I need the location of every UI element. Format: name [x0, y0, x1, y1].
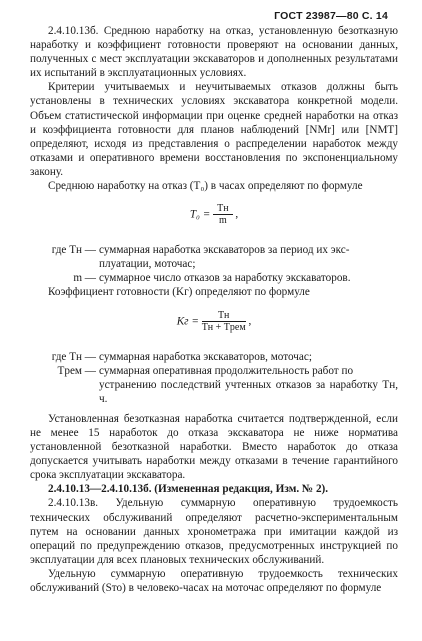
paragraph-7: 2.4.10.13в. Удельную суммарную оперативную трудоемкость технических обслуживаний определяют расчетно-экспериментальным путем на основании данных хронометража при имитации каждой из операций по предупреждению отказов, предусмотренных инструкцией по эксплуатации для всех плановых технических обслуживаний.: [30, 497, 398, 566]
formula-availability-lhs: Kг =: [176, 314, 199, 327]
formula-mtbf-denominator: m: [218, 215, 227, 227]
paragraph-5: Установленная безотказная наработка считается подтвержденной, если не менее 15 наработок до отказа экскаватора не ниже норматива установленной безотказной наработки. Вместо наработок до отказа допускается учитывать наработки между отказами в течение гарантийного срока эксплуатации экскаватора.: [30, 412, 398, 482]
where2-val-3: устранению последствий учтенных отказов за наработку Tн, ч.: [99, 378, 398, 405]
page-header: ГОСТ 23987—80 С. 14: [274, 10, 388, 22]
formula-mtbf: [30, 203, 398, 233]
where1-key-3: m —: [73, 272, 96, 285]
where2-row-1: [30, 350, 398, 364]
formula-mtbf-lhs: T₀ =: [189, 208, 211, 221]
paragraph-8: Удельную суммарную оперативную трудоемкость технических обслуживаний (Sто) в человеко-часах на моточас определяют по формуле: [30, 567, 398, 594]
paragraph-3: Среднюю наработку на отказ (T₀) в часах определяют по формуле: [48, 180, 363, 193]
where1-val-1: суммарная наработка экскаваторов за период их экс-: [99, 244, 350, 257]
paragraph-2: Критерии учитываемых и неучитываемых отказов должны быть установлены в технических условиях экскаватора конкретной модели. Объем статистической информации при оценке средней наработки на отказ и коэффициента готовности для планов наблюдений [NMr] или [NMT] определяют, исходя из представления о распределении наработок между отказами и оперативного времени восстановления по экспоненциальному закону.: [30, 81, 398, 178]
where2-key-2: Tрем —: [57, 364, 96, 377]
where1-key-1: где Tн —: [51, 244, 96, 257]
formula-availability-tail: ,: [248, 314, 252, 327]
where2-row-3: [30, 378, 398, 406]
where1-val-3: суммарное число отказов за наработку экскаваторов.: [99, 272, 351, 285]
paragraph-1: 2.4.10.13б. Среднюю наработку на отказ, установленную безотказную наработку и коэффициент готовности проверяют на основании данных, полученных с мест эксплуатации экскаваторов и дополненных результатами их испытаний в эксплуатационных условиях.: [30, 25, 398, 80]
where1-val-2: плуатации, моточас;: [99, 258, 196, 271]
formula-availability-denominator: Tн + Tрем: [201, 321, 246, 333]
formula-mtbf-fraction: [213, 203, 232, 226]
where2-row-2: [30, 364, 398, 378]
formula-mtbf-numerator: Tн: [213, 203, 232, 215]
formula-availability: [30, 310, 398, 340]
paragraph-4: Коэффициент готовности (Kг) определяют по формуле: [48, 286, 310, 299]
paragraph-6-amendment: 2.4.10.13—2.4.10.13б. (Измененная редакция, Изм. № 2).: [48, 483, 329, 496]
formula-availability-fraction: [202, 310, 246, 333]
where2-key-1: где Tн —: [51, 350, 96, 363]
where1-row-1: [30, 243, 398, 257]
where2-val-1: суммарная наработка экскаваторов, моточас;: [99, 350, 312, 363]
where1-row-3: [30, 271, 398, 285]
formula-availability-numerator: Tн: [202, 310, 246, 322]
formula-mtbf-tail: ,: [235, 208, 239, 221]
document-body: [30, 24, 398, 595]
where1-row-2: [30, 257, 398, 271]
where2-val-2: суммарная оперативная продолжительность работ по: [99, 364, 354, 377]
